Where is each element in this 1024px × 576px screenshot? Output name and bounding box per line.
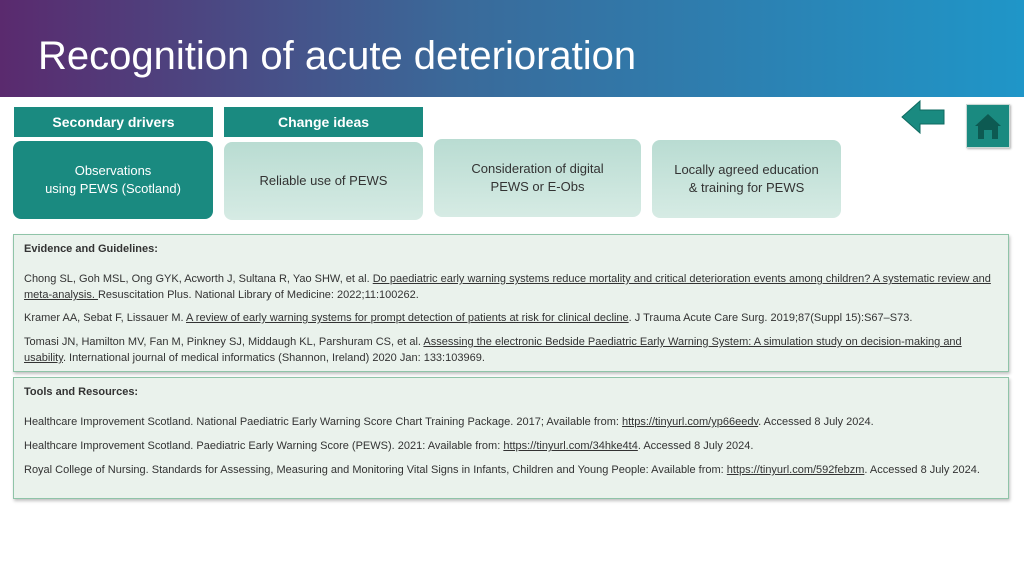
- tools-ref-1: Healthcare Improvement Scotland. National Paediatric Early Warning Score Chart Training Package. 2017; Available from: https://tinyurl.com/yp66eedv. Accessed 8 July 2024.: [24, 416, 874, 428]
- home-button[interactable]: [966, 104, 1010, 148]
- evidence-ref-1: Chong SL, Goh MSL, Ong GYK, Acworth J, Sultana R, Yao SHW, et al. Do paediatric early warning systems reduce mortality and critical deterioration events among children? A systematic review and meta-analysis. Resuscitation Plus. National Library of Medicine: 2022;11:100262.: [24, 273, 991, 301]
- tools-ref-1-link[interactable]: https://tinyurl.com/yp66eedv: [621, 416, 759, 428]
- tools-ref-2: Healthcare Improvement Scotland. Paediatric Early Warning Score (PEWS). 2021: Available from: https://tinyurl.com/34hke4t4. Accessed 8 July 2024.: [24, 440, 754, 452]
- back-arrow-icon[interactable]: [900, 99, 946, 135]
- change-ideas-tab: Change ideas: [224, 107, 423, 137]
- tools-panel: [13, 377, 1009, 499]
- evidence-ref-3: Tomasi JN, Hamilton MV, Fan M, Pinkney SJ, Middaugh KL, Parshuram CS, et al. Assessing the electronic Bedside Paediatric Early Warning System: A simulation study on decision-making and usability. International journal of medical informatics (Shannon, Ireland) 2020 Jan: 133:103969.: [24, 336, 962, 364]
- secondary-drivers-tab: Secondary drivers: [14, 107, 213, 137]
- evidence-ref-2: Kramer AA, Sebat F, Lissauer M. A review of early warning systems for prompt detection of patients at risk for clinical decline. J Trauma Acute Care Surg. 2019;87(Suppl 15):S67–S73.: [24, 312, 913, 324]
- evidence-title: Evidence and Guidelines:: [24, 243, 158, 255]
- education-label: Locally agreed education & training for PEWS: [674, 162, 819, 195]
- evidence-ref-2-link[interactable]: A review of early warning systems for prompt detection of patients at risk for clinical decline: [186, 312, 629, 324]
- tools-title: Tools and Resources:: [24, 386, 139, 398]
- evidence-ref-3-link[interactable]: Assessing the electronic Bedside Paediatric Early Warning System: A simulation study on decision-making and usability: [24, 336, 962, 364]
- digital-pews-label: Consideration of digital PEWS or E-Obs: [471, 161, 604, 194]
- evidence-ref-1-link[interactable]: Do paediatric early warning systems reduce mortality and critical deterioration events among children? A systematic review and meta-analysis.: [24, 273, 991, 301]
- observations-driver-box: [13, 141, 213, 219]
- title-bar: [0, 0, 1024, 97]
- education-box: [652, 140, 841, 218]
- tools-ref-3-link[interactable]: https://tinyurl.com/592febzm: [726, 464, 865, 476]
- reliable-pews-label: Reliable use of PEWS: [259, 173, 388, 188]
- observations-label: Observations using PEWS (Scotland): [45, 163, 181, 196]
- page-title: Recognition of acute deterioration: [38, 34, 637, 78]
- home-icon: [967, 105, 1009, 147]
- digital-pews-box: [434, 139, 641, 217]
- tools-ref-3: Royal College of Nursing. Standards for Assessing, Measuring and Monitoring Vital Signs in Infants, Children and Young People: Available from: https://tinyurl.com/592febzm. Accessed 8 July 2024.: [24, 464, 980, 476]
- tools-ref-2-link[interactable]: https://tinyurl.com/34hke4t4: [503, 440, 638, 452]
- reliable-pews-box: [224, 142, 423, 220]
- evidence-panel: [13, 234, 1009, 372]
